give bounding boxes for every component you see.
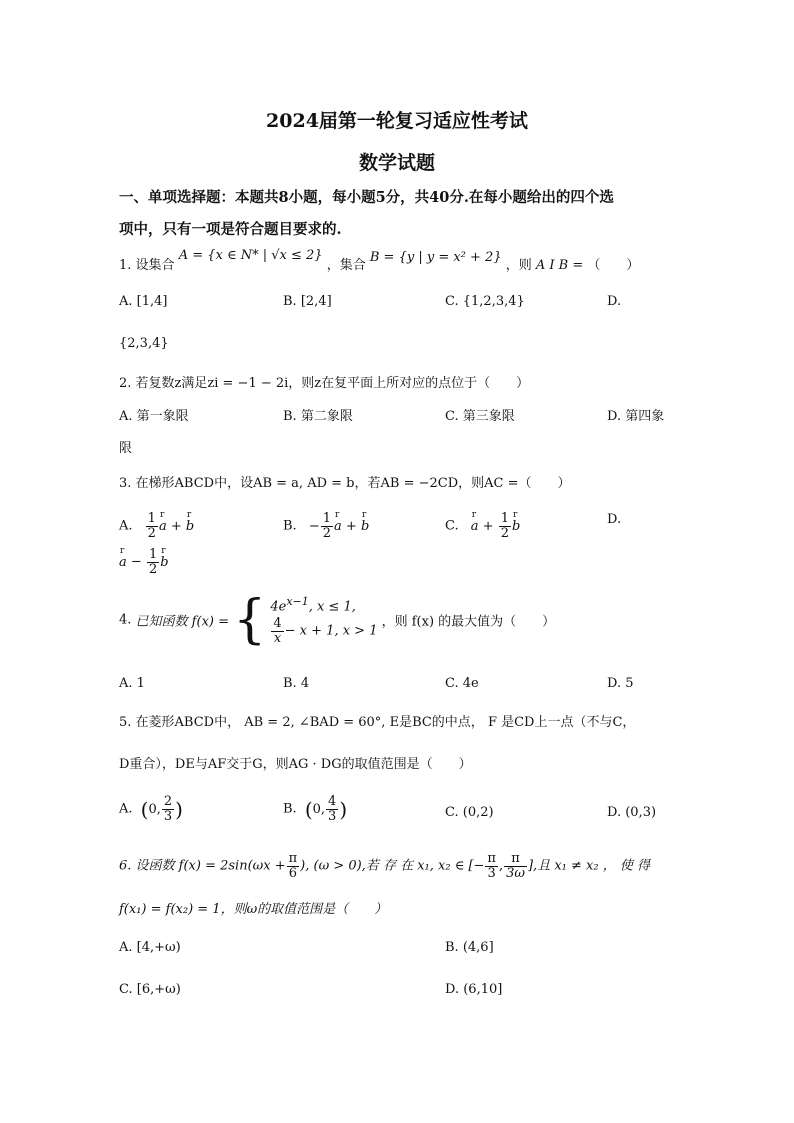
question-6-stem-line1: 6. 设函数 f(x) = 2sin(ωx + $\frac{\pi}{6}$ ), (ω > 0),若 存 在 x₁, x₂ ∈ [− $\frac{\pi}{3}$ , $\frac{\pi}{3\omega}$ ],且 x₁ ≠ x₂ ， 使 得 [119, 851, 650, 881]
q1-option-b[interactable]: B. [2,4] [283, 294, 332, 309]
q6-frac-pi-3: $\frac{\pi}{3}$ [487, 851, 496, 881]
q6-frac-pi-3w: $\frac{\pi}{3\omega}$ [506, 851, 525, 881]
q3-option-b-label: B. [283, 518, 297, 534]
q5-option-a-expr: (0, $\frac{2}{3}$ ) [140, 794, 183, 824]
q3-option-d-expr: r a − $\frac{1}{2}$ r b [119, 548, 169, 576]
q5-option-c[interactable]: C. (0,2) [445, 805, 494, 820]
q1-set-a: A = {x ∈ N* | √x ≤ 2} [178, 248, 323, 263]
q1-paren: （ ） [587, 258, 640, 273]
q4-number: 4. [119, 612, 132, 628]
q6-text-b: ), (ω > 0),若 存 在 x₁, x₂ ∈ [− [300, 858, 485, 874]
q2-option-c[interactable]: C. 第三象限 [445, 409, 515, 424]
q1-number: 1. [119, 258, 132, 273]
q4-option-c[interactable]: C. 4e [445, 676, 479, 691]
q6-option-c[interactable]: C. [6,+ω) [119, 982, 181, 997]
q3-option-b-expr: − $\frac{1}{2}$ r a + r b [309, 519, 369, 534]
q1-option-a[interactable]: A. [1,4] [119, 294, 168, 309]
q1-option-c[interactable]: C. {1,2,3,4} [445, 294, 525, 309]
q4-case-2: $\frac{4}{x}$ − x + 1, x > 1 [273, 616, 378, 646]
q5-option-b-label: B. [283, 801, 297, 817]
q3-option-c-label: C. [445, 518, 459, 534]
q5-option-b[interactable] [283, 795, 347, 823]
q3-option-c-expr: r a + $\frac{1}{2}$ r b [471, 519, 521, 534]
q4-tail: ，则 f(x) 的最大值为（ ） [381, 614, 556, 630]
q4-option-b[interactable]: B. 4 [283, 676, 310, 691]
q3-option-b[interactable] [283, 512, 369, 540]
question-6-stem-line2: f(x₁) = f(x₂) = 1，则ω的取值范围是（ ） [119, 902, 388, 917]
q1-text-a: 设集合 [135, 258, 175, 273]
q4-piecewise-cases [270, 594, 377, 645]
q5-option-b-expr: (0, $\frac{4}{3}$ ) [304, 794, 348, 824]
q6-frac-pi-6: $\frac{\pi}{6}$ [288, 851, 298, 881]
q1-option-d-value: {2,3,4} [119, 336, 169, 351]
q2-option-b[interactable]: B. 第二象限 [283, 409, 353, 424]
q1-text-b: ，集合 [326, 258, 366, 273]
q4-function-label: 已知函数 f(x) = [135, 614, 229, 630]
q2-option-a[interactable]: A. 第一象限 [119, 409, 189, 424]
question-5-stem-line1: 5. 在菱形ABCD中， AB = 2, ∠BAD = 60°, E是BC的中点， F 是CD上一点（不与C， [119, 715, 636, 730]
q5-option-a-label: A. [119, 801, 133, 817]
question-5-stem-line2: D重合），DE与AF交于G，则AG · DG的取值范围是（ ） [119, 757, 472, 772]
q3-option-c[interactable] [445, 512, 520, 540]
question-3-stem: 3. 在梯形ABCD中，设AB = a, AD = b，若AB = −2CD，则AC =（ ） [119, 476, 571, 491]
question-2-stem: 2. 若复数z满足zi = −1 − 2i，则z在复平面上所对应的点位于（ ） [119, 376, 530, 391]
exam-title: 2024届第一轮复习适应性考试 [266, 110, 528, 132]
q1-option-d[interactable]: D. [607, 294, 622, 309]
q4-option-a[interactable]: A. 1 [119, 676, 145, 691]
q1-text-c: ，则 [505, 258, 532, 273]
q6-text-c: ],且 x₁ ≠ x₂ ， 使 得 [527, 858, 650, 874]
q5-option-a[interactable] [119, 795, 183, 823]
q1-set-b: B = {y | y = x² + 2} [369, 250, 502, 265]
q2-option-d[interactable]: D. 第四象 [607, 409, 665, 424]
exam-subtitle: 数学试题 [358, 152, 435, 174]
q5-option-d[interactable]: D. (0,3) [607, 805, 657, 820]
q3-option-a[interactable] [119, 512, 194, 540]
question-1-stem [119, 248, 640, 273]
q2-option-d-wrap: 限 [119, 441, 133, 456]
q3-option-a-label: A. [119, 518, 133, 534]
q4-piecewise-brace: { [233, 590, 267, 650]
question-4-stem [119, 590, 556, 650]
q6-option-d[interactable]: D. (6,10] [445, 982, 503, 997]
q3-option-a-expr: $\frac{1}{2}$ r a + r b [145, 519, 195, 534]
q6-text-a: 6. 设函数 f(x) = 2sin(ωx + [119, 858, 286, 874]
q4-option-d[interactable]: D. 5 [607, 676, 634, 691]
section-heading-line2: 项中，只有一项是符合题目要求的. [119, 221, 342, 238]
q6-option-b[interactable]: B. (4,6] [445, 940, 494, 955]
section-heading-line1: 一、单项选择题：本题共8小题，每小题5分，共40分.在每小题给出的四个选 [119, 189, 614, 206]
q1-expression: A I B = [535, 258, 584, 273]
q4-case-1: $4e^{x-1}$, x ≤ 1, [270, 595, 356, 615]
q3-option-d[interactable]: D. [607, 512, 622, 527]
q6-option-a[interactable]: A. [4,+ω) [119, 940, 181, 955]
